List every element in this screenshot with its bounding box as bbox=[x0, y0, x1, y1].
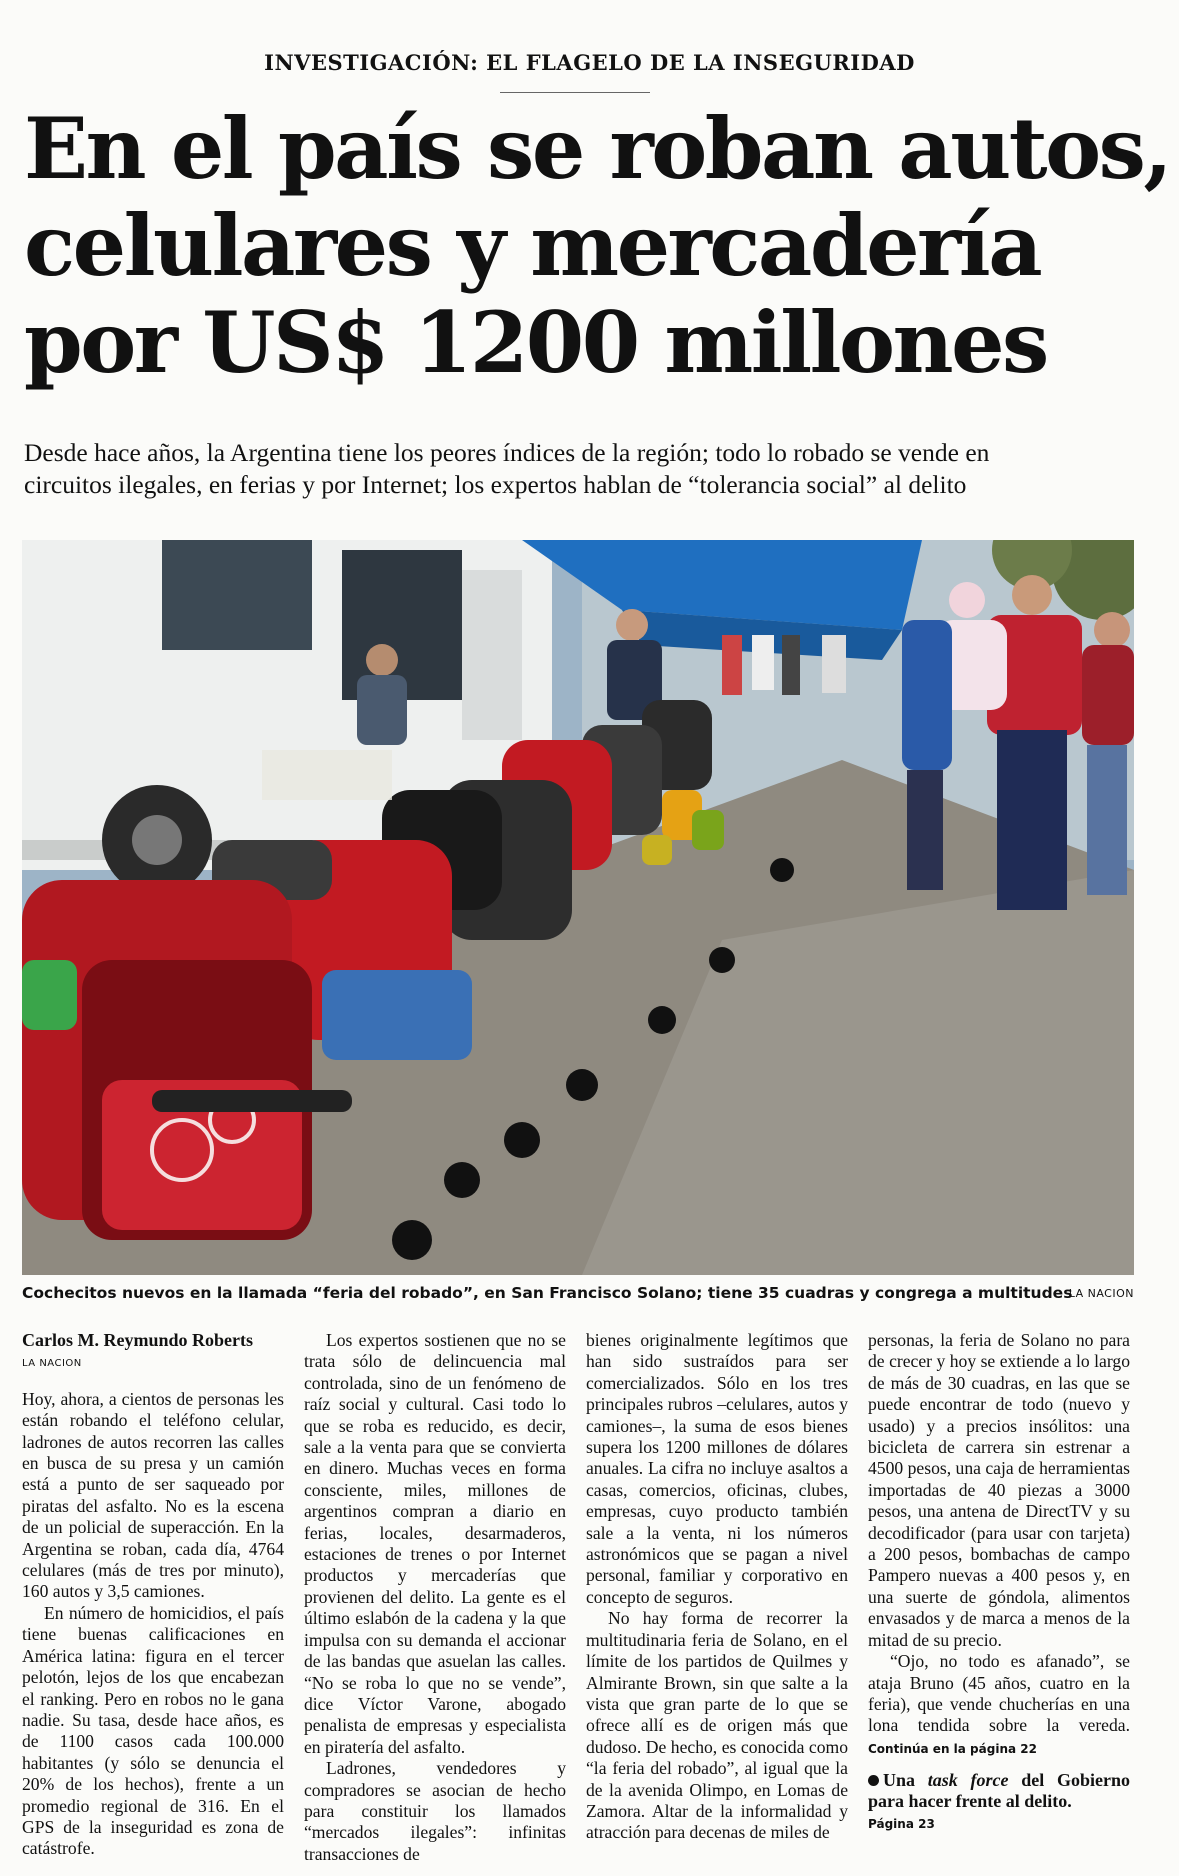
paragraph: En número de homicidios, el país tiene buenas calificaciones en América latina: figura en el tercer pelotón, lejos de los que encabezan el ranking. Pero en robos no le gana nadie. Su tasa, desde hace años, es de 1100 casos cada 100.000 habitantes (y sólo se denuncia el 20% de los hechos), frente a un promedio regional de 316. En el GPS de la inseguridad es zona de catástrofe. bbox=[22, 1602, 284, 1859]
teaser-suffix: del Gobierno para hacer frente al delito. bbox=[868, 1770, 1130, 1812]
paragraph-text: “Ojo, no todo es afanado”, se ataja Bruno (45 años, cuatro en la feria), que vende chucherías en una lona tendida sobre la vereda. bbox=[868, 1651, 1130, 1736]
market-strollers-illustration bbox=[22, 540, 1134, 1275]
deck-line: circuitos ilegales, en ferias y por Internet; los expertos hablan de “tolerancia social” al delito bbox=[24, 470, 967, 499]
paragraph: Los expertos sostienen que no se trata sólo de delincuencia mal controlada, sino de un fenómeno de raíz social y cultural. Casi todo lo que se roba es reducido, es decir, sale a la venta para que se convierta en dinero. Muchas veces en forma consciente, miles, millones de argentinos compran a diario en ferias, locales, desarmaderos, estaciones de trenes o por Internet productos y mercaderías que provienen del delito. La gente es el último eslabón de la cadena y la que impulsa con su demanda el accionar de las bandas que asuelan las calles. “No se roba lo que no se vende”, dice Víctor Varone, abogado penalista de empresas y especialista en piratería del asfalto. bbox=[304, 1330, 566, 1757]
paragraph: No hay forma de recorrer la multitudinaria feria de Solano, en el límite de los partidos de Quilmes y Almirante Brown, sin que salte a la vista que gran parte de lo que se ofrece allí es de origen más que dudoso. De hecho, es conocida como “la feria del robado”, al igual que la de la avenida Olimpo, en Lomas de Zamora. Altar de la informalidad y atracción para decenas de miles de bbox=[586, 1608, 848, 1843]
deck-line: Desde hace años, la Argentina tiene los peores índices de la región; todo lo robado se vende en bbox=[24, 438, 990, 467]
article-column-4 bbox=[868, 1330, 1130, 1835]
paragraph: personas, la feria de Solano no para de crecer y hoy se extiende a lo largo de más de 30 cuadras, en las que se puede encontrar de todo (nuevo y usado) y a precios insólitos: una bicicleta de carrera sin estrenar a 4500 pesos, una caja de herramientas importadas de 40 piezas a 3000 pesos, una antena de DirectTV y su decodificador (para usar con tarjeta) a 200 pesos, bombachas de campo Pampero nuevas a 400 pesos y, en una suerte de góndola, alimentos envasados y de marca a menos de la mitad de su precio. bbox=[868, 1330, 1130, 1650]
paragraph bbox=[868, 1651, 1130, 1760]
photo-caption bbox=[22, 1282, 1134, 1306]
lead-photo bbox=[22, 540, 1134, 1275]
continues-link[interactable]: Continúa en la página 22 bbox=[868, 1741, 1037, 1756]
paragraph: bienes originalmente legítimos que han sido sustraídos para ser comercializados. Sólo en los tres principales rubros –celulares, autos y camiones–, la suma de esos bienes supera los 1200 millones de dólares anuales. La cifra no incluye asaltos a casas, comercios, oficinas, clubes, empresas, cuyo producto también sale a la venta, ni los números astronómicos que se pagan a nivel personal, familiar y corporativo en concepto de seguros. bbox=[586, 1330, 848, 1607]
related-teaser[interactable] bbox=[868, 1770, 1130, 1835]
paragraph: Hoy, ahora, a cientos de personas les están robando el teléfono celular, ladrones de autos recorren las calles en busca de su presa y un camión está a punto de ser saqueado por piratas del asfalto. No es la escena de un policial de superacción. En la Argentina se roban, cada día, 4764 celulares (más de tres por minuto), 160 autos y 3,5 camiones. bbox=[22, 1388, 284, 1602]
teaser-page: Página 23 bbox=[868, 1817, 935, 1832]
headline-line: celulares y mercadería bbox=[24, 196, 1041, 295]
article-column-1 bbox=[22, 1330, 284, 1860]
article-column-2 bbox=[304, 1330, 566, 1865]
bullet-icon bbox=[868, 1775, 879, 1786]
article-column-3 bbox=[586, 1330, 848, 1844]
caption-text: Cochecitos nuevos en la llamada “feria del robado”, en San Francisco Solano; tiene 35 cuadras y congrega a multitudes bbox=[22, 1284, 1073, 1302]
headline-line: En el país se roban autos, bbox=[24, 99, 1171, 198]
headline bbox=[24, 99, 1171, 392]
teaser-prefix: Una bbox=[883, 1770, 928, 1791]
byline-source: LA NACION bbox=[22, 1358, 82, 1370]
photo-credit: LA NACION bbox=[1068, 1287, 1134, 1300]
byline-author: Carlos M. Reymundo Roberts bbox=[22, 1330, 253, 1350]
kicker-divider bbox=[500, 92, 650, 93]
deck bbox=[24, 437, 1164, 501]
paragraph: Ladrones, vendedores y compradores se asocian de hecho para constituir los llamados “mercados ilegales”: infinitas transacciones de bbox=[304, 1758, 566, 1864]
teaser-italic: task force bbox=[927, 1770, 1009, 1791]
headline-line: por US$ 1200 millones bbox=[24, 293, 1047, 392]
kicker: INVESTIGACIÓN: EL FLAGELO DE LA INSEGURIDAD bbox=[264, 50, 915, 75]
